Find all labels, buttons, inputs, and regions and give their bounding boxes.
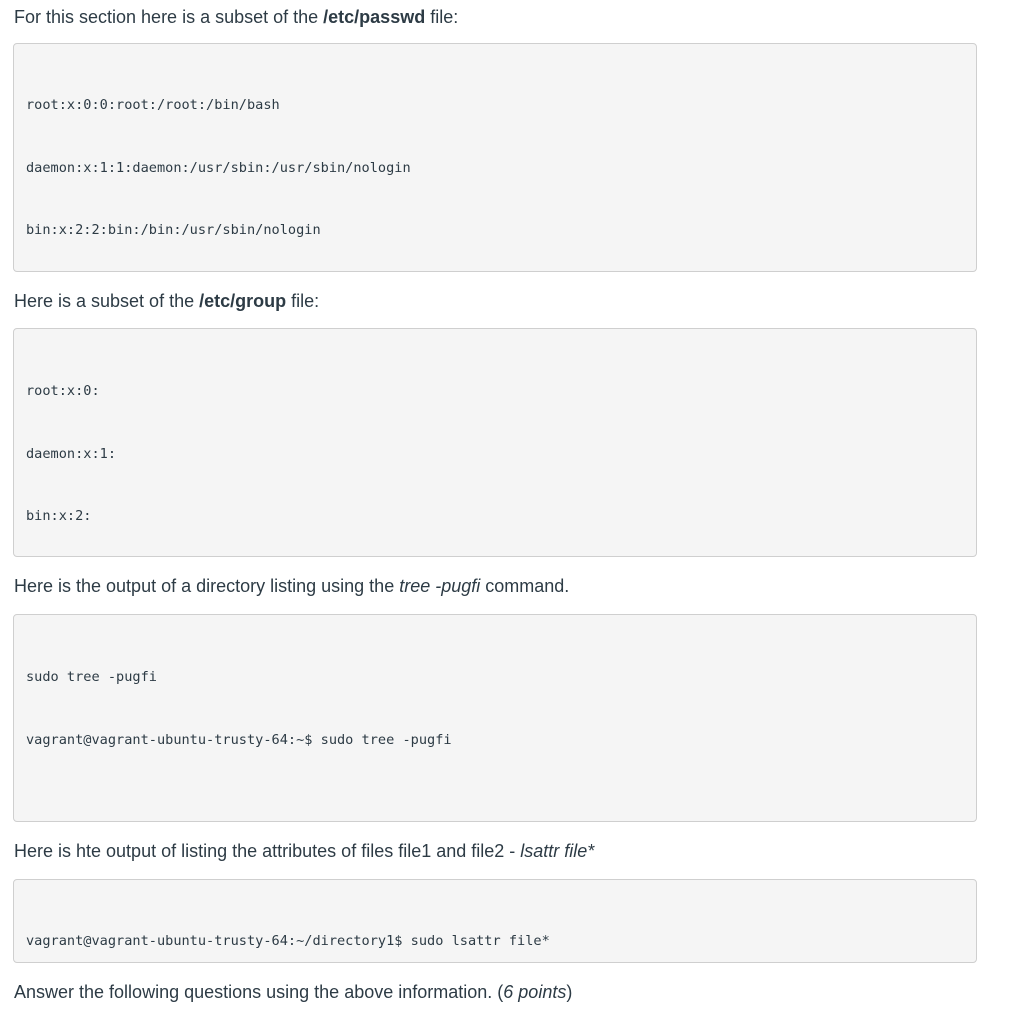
passwd-file-name: /etc/passwd — [323, 7, 426, 27]
group-intro-prefix: Here is a subset of the — [14, 291, 200, 311]
code-line: daemon:x:1:1:daemon:/usr/sbin:/usr/sbin/nologin — [26, 159, 411, 176]
tree-intro-text — [14, 575, 569, 597]
code-line: bin:x:2: — [26, 507, 92, 524]
passwd-code-block — [13, 43, 977, 272]
passwd-intro-prefix: For this section here is a subset of the — [14, 7, 324, 27]
group-intro-suffix: file: — [286, 291, 320, 311]
code-line — [26, 792, 964, 813]
lsattr-intro-prefix: Here is hte output of listing the attributes of files file1 and file2 - — [14, 841, 521, 861]
points-value: 6 points — [503, 982, 567, 1002]
lsattr-code-block — [13, 879, 977, 963]
answer-instructions-prefix: Answer the following questions using the above information. ( — [14, 982, 504, 1002]
lsattr-command-name: lsattr file* — [520, 841, 595, 861]
tree-intro-suffix: command. — [480, 576, 570, 596]
lsattr-intro-text — [14, 840, 594, 862]
code-line: root:x:0:0:root:/root:/bin/bash — [26, 97, 280, 114]
code-line: root:x:0: — [26, 383, 100, 400]
passwd-intro-text — [14, 6, 458, 28]
group-intro-text — [14, 290, 319, 312]
group-file-name: /etc/group — [199, 291, 287, 311]
passwd-intro-suffix: file: — [425, 7, 459, 27]
answer-instructions — [14, 981, 572, 1003]
answer-instructions-suffix: ) — [566, 982, 573, 1002]
tree-intro-prefix: Here is the output of a directory listing using the — [14, 576, 400, 596]
code-line: bin:x:2:2:bin:/bin:/usr/sbin/nologin — [26, 221, 321, 238]
group-code-block — [13, 328, 977, 557]
code-line: sudo tree -pugfi — [26, 669, 157, 686]
code-line: vagrant@vagrant-ubuntu-trusty-64:~/directory1$ sudo lsattr file* — [26, 933, 550, 950]
code-line: vagrant@vagrant-ubuntu-trusty-64:~$ sudo tree -pugfi — [26, 731, 452, 748]
code-line: daemon:x:1: — [26, 445, 117, 462]
tree-command-name: tree -pugfi — [399, 576, 481, 596]
tree-code-block — [13, 614, 977, 822]
